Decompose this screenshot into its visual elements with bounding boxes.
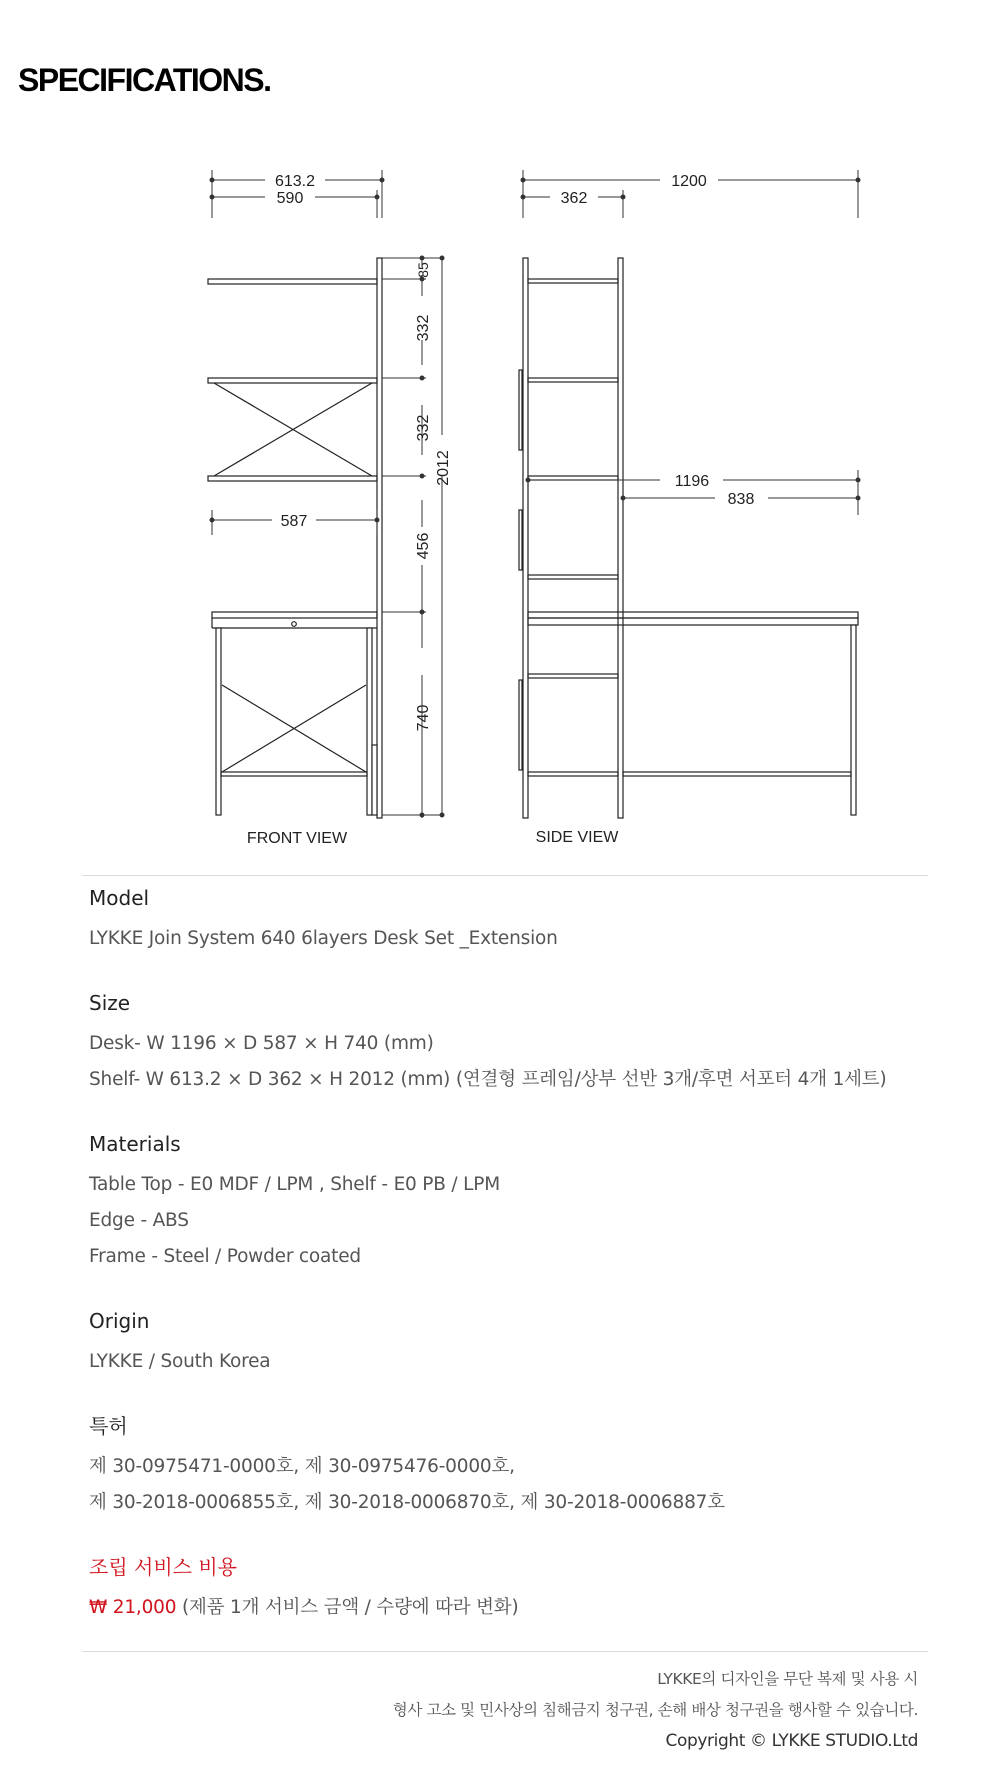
- spec-size-shelf: Shelf- W 613.2 × D 362 × H 2012 (mm) (연결형 프레임/상부 선반 3개/후면 서포터 4개 1세트): [89, 1069, 887, 1090]
- side-view-label: SIDE VIEW: [535, 829, 619, 846]
- spec-size-desk: Desk- W 1196 × D 587 × H 740 (mm): [89, 1033, 434, 1054]
- spec-heading-size: Size: [89, 991, 131, 1015]
- spec-size: [89, 989, 929, 1098]
- dim-front-shelf-outer: 613.2: [274, 173, 316, 190]
- spec-service-line: [89, 1590, 929, 1626]
- spec-patent-line1: 제 30-0975471-0000호, 제 30-0975476-0000호,: [89, 1456, 515, 1477]
- divider-bottom: [82, 1651, 928, 1652]
- dim-h-top: 85: [415, 262, 431, 278]
- front-view-label: FRONT VIEW: [246, 830, 348, 847]
- dim-side-total: 1200: [671, 173, 707, 190]
- spec-heading-materials: Materials: [89, 1132, 181, 1156]
- spec-origin: [89, 1307, 929, 1380]
- specifications-list: [89, 884, 929, 1658]
- dim-front-desk-width: 587: [280, 513, 308, 530]
- spec-service: [89, 1553, 929, 1626]
- footer-line2: 형사 고소 및 민사상의 침해금지 청구권, 손해 배상 청구권을 행사할 수 있습니다.: [392, 1701, 918, 1719]
- spec-model-value: LYKKE Join System 640 6layers Desk Set _Extension: [89, 928, 558, 949]
- spec-patent-line2: 제 30-2018-0006855호, 제 30-2018-0006870호, 제 30-2018-0006887호: [89, 1492, 725, 1513]
- footer-notice: [393, 1664, 918, 1757]
- spec-materials-line2: Edge - ABS: [89, 1210, 189, 1231]
- service-price: ₩ 21,000: [89, 1597, 177, 1618]
- spec-materials-line3: Frame - Steel / Powder coated: [89, 1246, 361, 1267]
- footer-copyright: Copyright © LYKKE STUDIO.Ltd: [665, 1731, 918, 1751]
- spec-heading-service: 조립 서비스 비용: [89, 1555, 237, 1579]
- technical-drawing: [0, 170, 1000, 854]
- divider-top: [82, 875, 928, 876]
- page-title: SPECIFICATIONS.: [18, 62, 271, 98]
- footer-line1: LYKKE의 디자인을 무단 복제 및 사용 시: [657, 1670, 918, 1688]
- dim-h-shelf-2: 332: [415, 414, 432, 442]
- spec-heading-origin: Origin: [89, 1309, 150, 1333]
- spec-materials: [89, 1130, 929, 1275]
- spec-materials-line1: Table Top - E0 MDF / LPM , Shelf - E0 PB / LPM: [89, 1174, 500, 1195]
- dim-side-depth: 362: [560, 190, 588, 207]
- dim-front-shelf-inner: 590: [276, 190, 304, 207]
- dim-side-desk-width: 1196: [674, 473, 710, 490]
- spec-model: [89, 884, 929, 957]
- spec-patent: [89, 1412, 929, 1521]
- dim-h-gap: 456: [415, 532, 432, 560]
- spec-heading-model: Model: [89, 886, 150, 910]
- dim-h-desk: 740: [415, 704, 432, 732]
- dim-side-desk-span: 838: [727, 491, 755, 508]
- dim-h-shelf-1: 332: [415, 314, 432, 342]
- spec-heading-patent: 특허: [89, 1414, 128, 1438]
- spec-origin-value: LYKKE / South Korea: [89, 1351, 271, 1372]
- service-note: (제품 1개 서비스 금액 / 수량에 따라 변화): [182, 1597, 519, 1618]
- dim-h-total: 2012: [435, 450, 452, 486]
